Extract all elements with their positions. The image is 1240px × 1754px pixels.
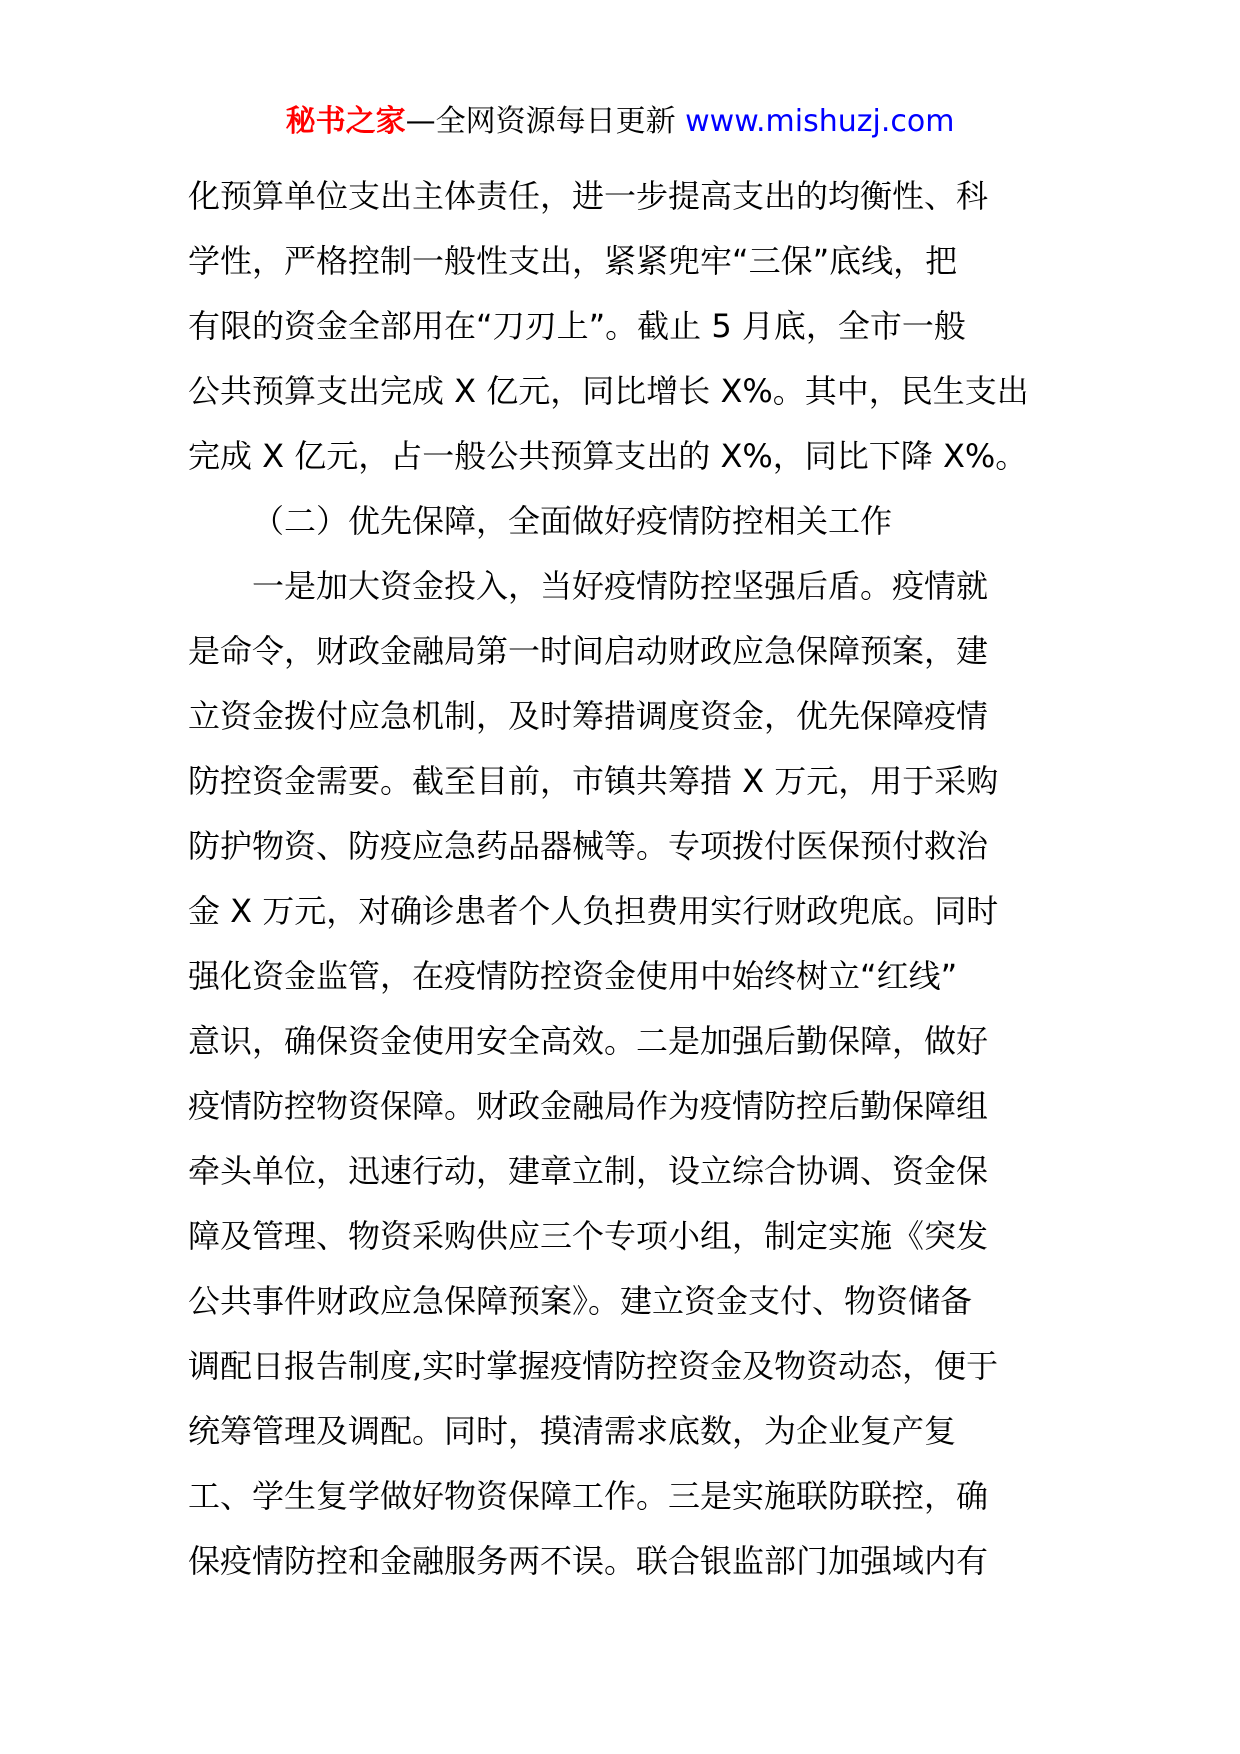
body-line: 化预算单位支出主体责任，进一步提高支出的均衡性、科 — [188, 177, 989, 215]
body-line: 意识，确保资金使用安全高效。二是加强后勤保障，做好 — [188, 1022, 989, 1060]
site-brand: 秘书之家 — [285, 104, 406, 139]
body-line: 疫情防控物资保障。财政金融局作为疫情防控后勤保障组 — [188, 1087, 989, 1125]
body-line: 公共预算支出完成 X 亿元，同比增长 X%。其中，民生支出 — [188, 372, 1029, 410]
body-line: 完成 X 亿元，占一般公共预算支出的 X%，同比下降 X%。 — [188, 437, 1028, 475]
body-line: 强化资金监管，在疫情防控资金使用中始终树立“红线” — [188, 957, 958, 995]
body-line: 学性，严格控制一般性支出，紧紧兜牢“三保”底线，把 — [188, 242, 958, 280]
section-heading: （二）优先保障，全面做好疫情防控相关工作 — [252, 502, 893, 540]
site-header — [0, 100, 1240, 144]
body-line: 工、学生复学做好物资保障工作。三是实施联防联控，确 — [188, 1477, 989, 1515]
body-line: 调配日报告制度,实时掌握疫情防控资金及物资动态，便于 — [188, 1347, 999, 1385]
site-tagline: —全网资源每日更新 — [405, 104, 686, 139]
body-line: 公共事件财政应急保障预案》。建立资金支付、物资储备 — [188, 1282, 973, 1320]
site-url-link[interactable]: www.mishuzj.com — [685, 104, 955, 139]
body-line: 防控资金需要。截至目前，市镇共筹措 X 万元，用于采购 — [188, 762, 999, 800]
paragraph-first-line: 一是加大资金投入，当好疫情防控坚强后盾。疫情就 — [252, 567, 989, 605]
body-line: 立资金拨付应急机制，及时筹措调度资金，优先保障疫情 — [188, 697, 989, 735]
body-line: 统筹管理及调配。同时，摸清需求底数，为企业复产复 — [188, 1412, 957, 1450]
body-line: 有限的资金全部用在“刀刃上”。截止 5 月底，全市一般 — [188, 307, 966, 345]
body-line: 障及管理、物资采购供应三个专项小组，制定实施《突发 — [188, 1217, 989, 1255]
body-line: 金 X 万元，对确诊患者个人负担费用实行财政兜底。同时 — [188, 892, 999, 930]
document-body — [188, 164, 1058, 1594]
body-line: 保疫情防控和金融服务两不误。联合银监部门加强域内有 — [188, 1542, 989, 1580]
body-line: 牵头单位，迅速行动，建章立制，设立综合协调、资金保 — [188, 1152, 989, 1190]
body-line: 是命令，财政金融局第一时间启动财政应急保障预案，建 — [188, 632, 989, 670]
body-line: 防护物资、防疫应急药品器械等。专项拨付医保预付救治 — [188, 827, 989, 865]
